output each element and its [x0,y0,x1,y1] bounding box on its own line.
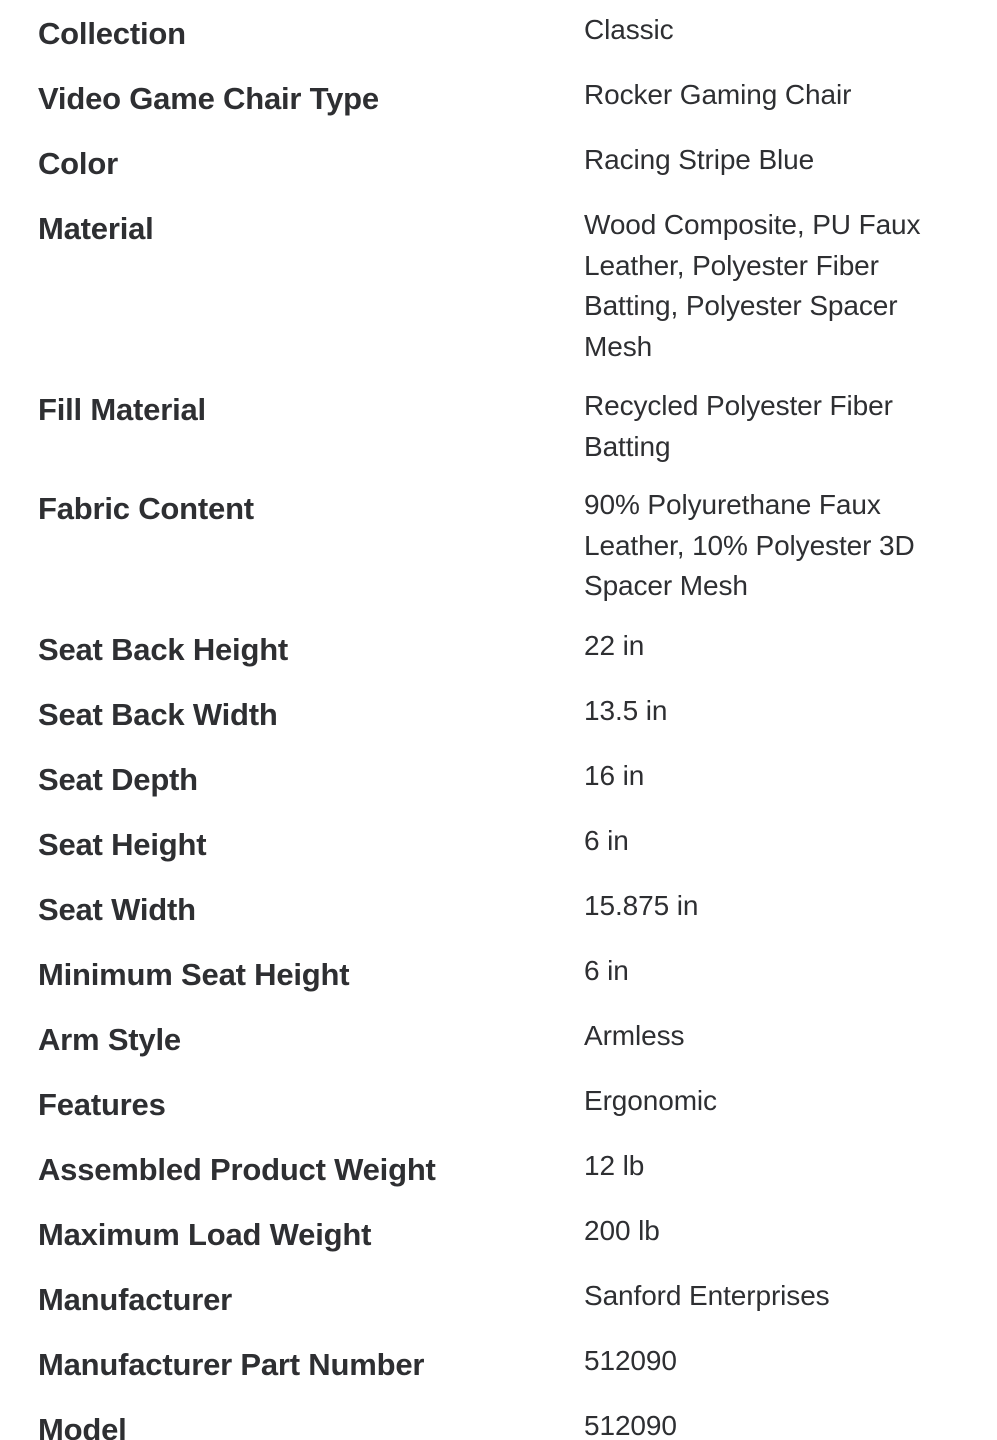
spec-row-seat-height [0,811,997,876]
spec-label: Material [38,211,154,246]
spec-row-manufacturer-part-number [0,1331,997,1396]
spec-value: Sanford Enterprises [584,1280,830,1311]
spec-label: Features [38,1087,166,1122]
spec-value: 90% Polyurethane Faux Leather, 10% Polyester 3D Spacer Mesh [584,489,915,601]
spec-value: 512090 [584,1345,677,1376]
spec-label: Video Game Chair Type [38,81,379,116]
spec-label: Fill Material [38,392,206,427]
spec-row-model [0,1396,997,1440]
spec-label: Color [38,146,118,181]
spec-value: 6 in [584,825,629,856]
spec-label: Seat Height [38,827,207,862]
spec-row-material [0,195,997,376]
spec-value: Racing Stripe Blue [584,144,815,175]
spec-row-color [0,130,997,195]
spec-label: Minimum Seat Height [38,957,350,992]
spec-value: 13.5 in [584,695,668,726]
spec-label: Seat Width [38,892,196,927]
spec-value: 15.875 in [584,890,699,921]
spec-value: 22 in [584,630,645,661]
spec-value: Rocker Gaming Chair [584,79,852,110]
spec-value: Classic [584,14,674,45]
spec-row-fabric-content [0,475,997,616]
spec-label: Seat Back Width [38,697,278,732]
spec-row-video-game-chair-type [0,65,997,130]
spec-value: Armless [584,1020,685,1051]
spec-value: 6 in [584,955,629,986]
spec-value: 512090 [584,1410,677,1440]
spec-row-seat-back-width [0,681,997,746]
spec-row-manufacturer [0,1266,997,1331]
spec-value: 16 in [584,760,645,791]
spec-label: Seat Back Height [38,632,289,667]
spec-row-maximum-load-weight [0,1201,997,1266]
spec-row-arm-style [0,1006,997,1071]
spec-row-fill-material [0,376,997,475]
spec-value: 200 lb [584,1215,660,1246]
spec-row-seat-back-height [0,616,997,681]
spec-label: Fabric Content [38,491,254,526]
spec-label: Seat Depth [38,762,198,797]
spec-label: Collection [38,16,186,51]
spec-label: Maximum Load Weight [38,1217,372,1252]
spec-row-seat-width [0,876,997,941]
spec-label: Model [38,1412,127,1440]
spec-value: Wood Composite, PU Faux Leather, Polyester Fiber Batting, Polyester Spacer Mesh [584,209,921,362]
spec-value: Ergonomic [584,1085,717,1116]
spec-label: Manufacturer [38,1282,232,1317]
spec-value: Recycled Polyester Fiber Batting [584,390,893,462]
spec-label: Manufacturer Part Number [38,1347,425,1382]
spec-row-collection [0,0,997,65]
spec-row-minimum-seat-height [0,941,997,1006]
spec-value: 12 lb [584,1150,645,1181]
spec-row-seat-depth [0,746,997,811]
spec-label: Arm Style [38,1022,181,1057]
spec-row-assembled-product-weight [0,1136,997,1201]
spec-row-features [0,1071,997,1136]
spec-label: Assembled Product Weight [38,1152,436,1187]
